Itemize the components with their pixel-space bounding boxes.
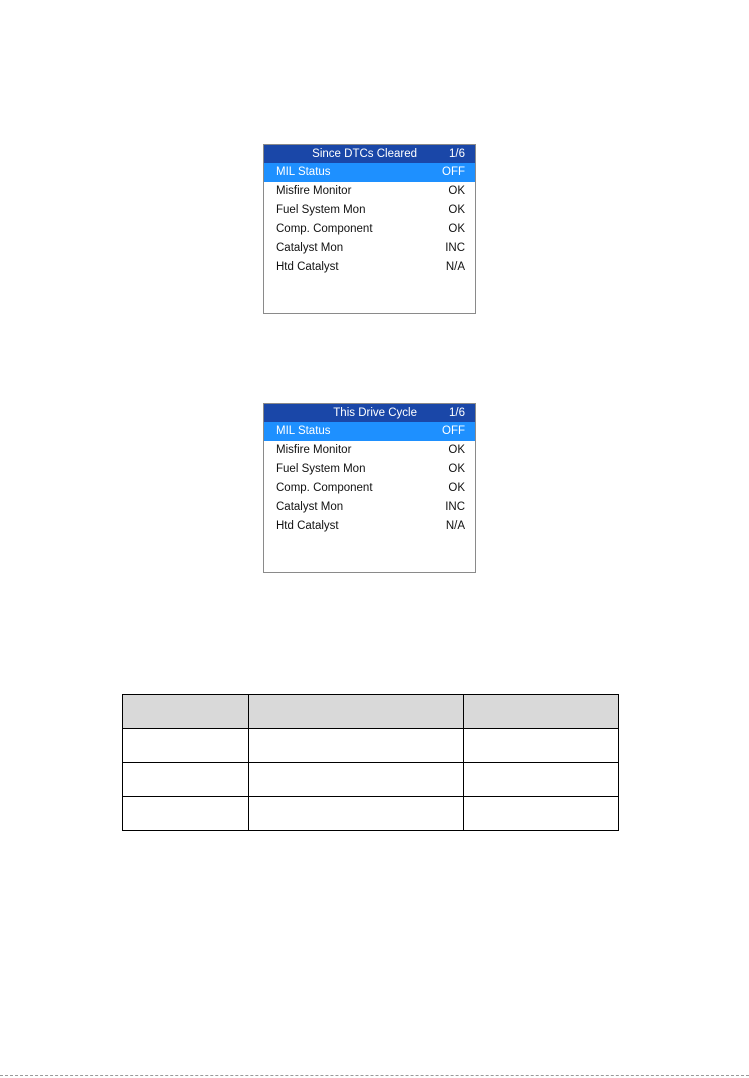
screen-header: [264, 145, 475, 163]
row-value: OK: [448, 204, 465, 216]
table-cell: [249, 729, 463, 763]
row-value: OK: [448, 482, 465, 494]
row-value: N/A: [445, 261, 465, 273]
page-indicator: 1/6: [449, 407, 465, 419]
menu-item-misfire-monitor[interactable]: [264, 441, 475, 460]
screen-title: Since DTCs Cleared: [312, 148, 417, 160]
row-label: Misfire Monitor: [276, 444, 352, 456]
table-row: [123, 729, 619, 763]
monitor-status-screen-since-dtcs-cleared: [263, 144, 476, 314]
row-value: OK: [448, 444, 465, 456]
row-label: Htd Catalyst: [276, 261, 339, 273]
screen-title: This Drive Cycle: [333, 407, 417, 419]
table-header-cell: [123, 695, 249, 729]
row-value: INC: [445, 242, 465, 254]
row-value: OK: [448, 463, 465, 475]
menu-item-catalyst-mon[interactable]: [264, 498, 475, 517]
row-label: Comp. Component: [276, 223, 373, 235]
blank-table: [122, 694, 619, 831]
table-header-cell: [249, 695, 463, 729]
row-label: Htd Catalyst: [276, 520, 339, 532]
table-row: [123, 797, 619, 831]
row-label: Fuel System Mon: [276, 463, 366, 475]
row-value: N/A: [445, 520, 465, 532]
screen-header: [264, 404, 475, 422]
menu-item-mil-status[interactable]: [264, 163, 475, 182]
table-cell: [123, 797, 249, 831]
page-bottom-divider: [0, 1075, 749, 1076]
row-value: OK: [448, 223, 465, 235]
row-value: INC: [445, 501, 465, 513]
row-value: OFF: [442, 166, 465, 178]
menu-item-htd-catalyst[interactable]: [264, 258, 475, 277]
row-label: Misfire Monitor: [276, 185, 352, 197]
row-label: Catalyst Mon: [276, 242, 344, 254]
menu-item-fuel-system-mon[interactable]: [264, 460, 475, 479]
menu-item-misfire-monitor[interactable]: [264, 182, 475, 201]
table-cell: [123, 729, 249, 763]
table-header-cell: [463, 695, 618, 729]
table-cell: [123, 763, 249, 797]
table-row: [123, 763, 619, 797]
row-label: Catalyst Mon: [276, 501, 344, 513]
table-cell: [463, 729, 618, 763]
menu-item-htd-catalyst[interactable]: [264, 517, 475, 536]
row-label: Comp. Component: [276, 482, 373, 494]
row-label: MIL Status: [276, 166, 331, 178]
table-cell: [463, 763, 618, 797]
row-value: OFF: [442, 425, 465, 437]
row-value: OK: [448, 185, 465, 197]
table-cell: [463, 797, 618, 831]
menu-item-mil-status[interactable]: [264, 422, 475, 441]
monitor-status-screen-this-drive-cycle: [263, 403, 476, 573]
table-header-row: [123, 695, 619, 729]
row-label: MIL Status: [276, 425, 331, 437]
page-indicator: 1/6: [449, 148, 465, 160]
menu-item-comp-component[interactable]: [264, 220, 475, 239]
menu-item-catalyst-mon[interactable]: [264, 239, 475, 258]
table-cell: [249, 763, 463, 797]
menu-item-fuel-system-mon[interactable]: [264, 201, 475, 220]
table-cell: [249, 797, 463, 831]
row-label: Fuel System Mon: [276, 204, 366, 216]
menu-item-comp-component[interactable]: [264, 479, 475, 498]
